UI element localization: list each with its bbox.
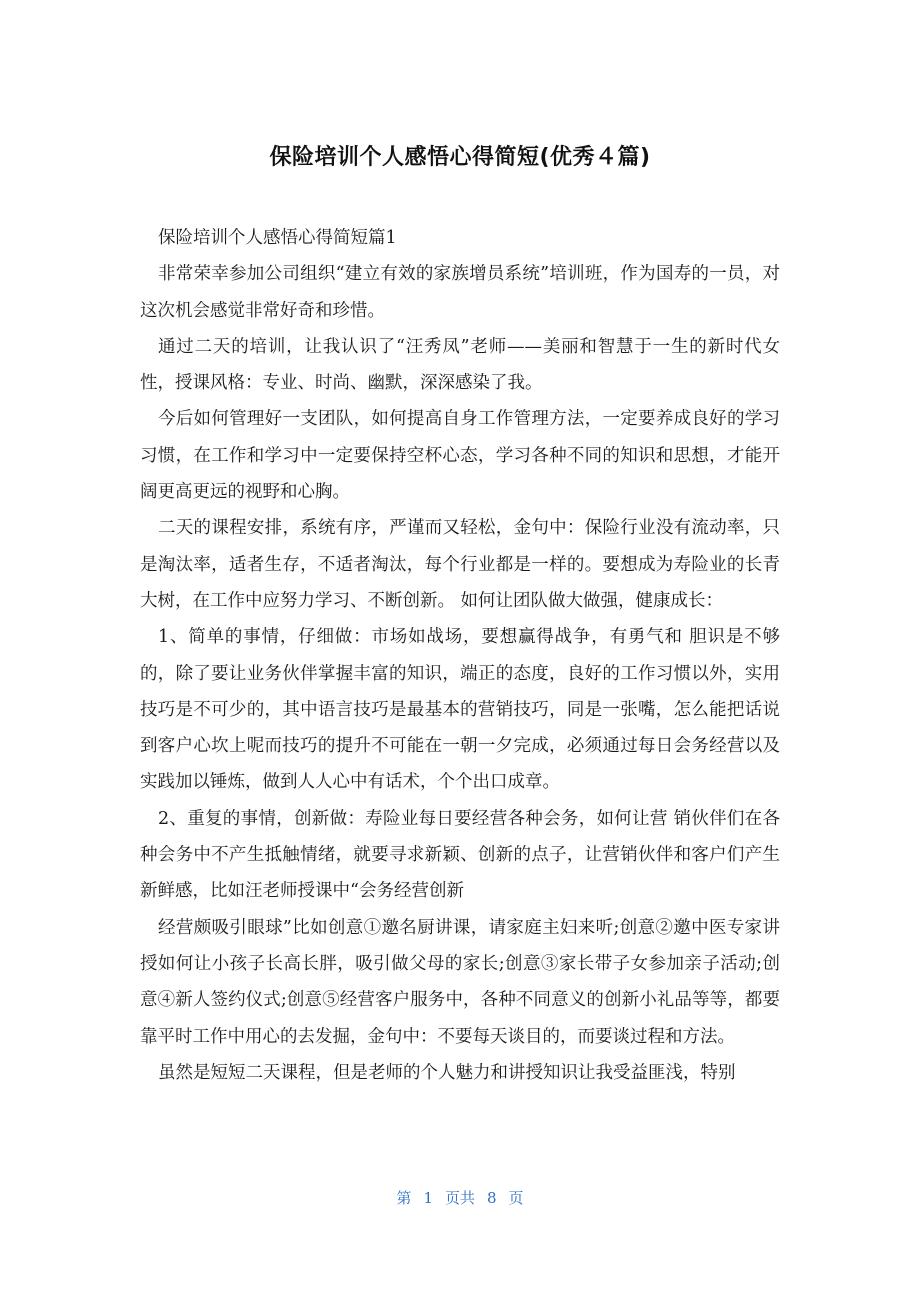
section-heading: 保险培训个人感悟心得简短篇1 [158,228,397,248]
paragraph: 非常荣幸参加公司组织“建立有效的家族增员系统”培训班，作为国寿的一员，对这次机会感觉非常好奇和珍惜。 [140,264,780,321]
paragraph: 1、简单的事情，仔细做：市场如战场，要想赢得战争，有勇气和 胆识是不够的，除了要让业务伙伴掌握丰富的知识，端正的态度，良好的工作习惯以外，实用技巧是不可少的，其中语言技巧是最基本的营销技巧，同是一张嘴，怎么能把话说到客户心坎上呢而技巧的提升不可能在一朝一夕完成，必须通过每日会务经营以及实践加以锤炼，做到人人心中有话术，个个出口成章。 [140,627,780,793]
paragraph: 2、重复的事情，创新做：寿险业每日要经营各种会务，如何让营 销伙伴们在各种会务中不产生抵触情绪，就要寻求新颖、创新的点子，让营销伙伴和客户们产生新鲜感，比如汪老师授课中“会务经营创新 [140,808,780,902]
footer-suffix: 页 [508,1189,524,1207]
paragraph: 今后如何管理好一支团队，如何提高自身工作管理方法，一定要养成良好的学习习惯，在工作和学习中一定要保持空杯心态，学习各种不同的知识和思想，才能开阔更高更远的视野和心胸。 [140,409,780,503]
footer-current-page: 1 [423,1189,433,1207]
document-body [140,220,780,1091]
paragraph: 通过二天的培训，让我认识了“汪秀凤”老师——美丽和智慧于一生的新时代女性，授课风格：专业、时尚、幽默，深深感染了我。 [140,336,780,394]
paragraph: 二天的课程安排，系统有序，严谨而又轻松，金句中：保险行业没有流动率，只是淘汰率，适者生存，不适者淘汰，每个行业都是一样的。要想成为寿险业的长青大树，在工作中应努力学习、不断创新。 如何让团队做大做强，健康成长： [140,518,780,611]
footer-prefix: 第 [396,1189,412,1207]
footer-middle: 页共 [444,1189,475,1207]
footer-total-pages: 8 [487,1189,497,1207]
paragraph: 经营颇吸引眼球”比如创意①邀名厨讲课，请家庭主妇来听;创意②邀中医专家讲授如何让小孩子长高长胖，吸引做父母的家长;创意③家长带子女参加亲子活动;创意④新人签约仪式;创意⑤经营客户服务中，各种不同意义的创新小礼品等等，都要靠平时工作中用心的去发掘，金句中：不要每天谈目的，而要谈过程和方法。 [140,917,780,1047]
document-title: 保险培训个人感悟心得简短(优秀４篇) [269,145,651,170]
paragraph: 虽然是短短二天课程，但是老师的个人魅力和讲授知识让我受益匪浅，特别 [158,1062,736,1083]
page-number-footer [0,1184,920,1212]
